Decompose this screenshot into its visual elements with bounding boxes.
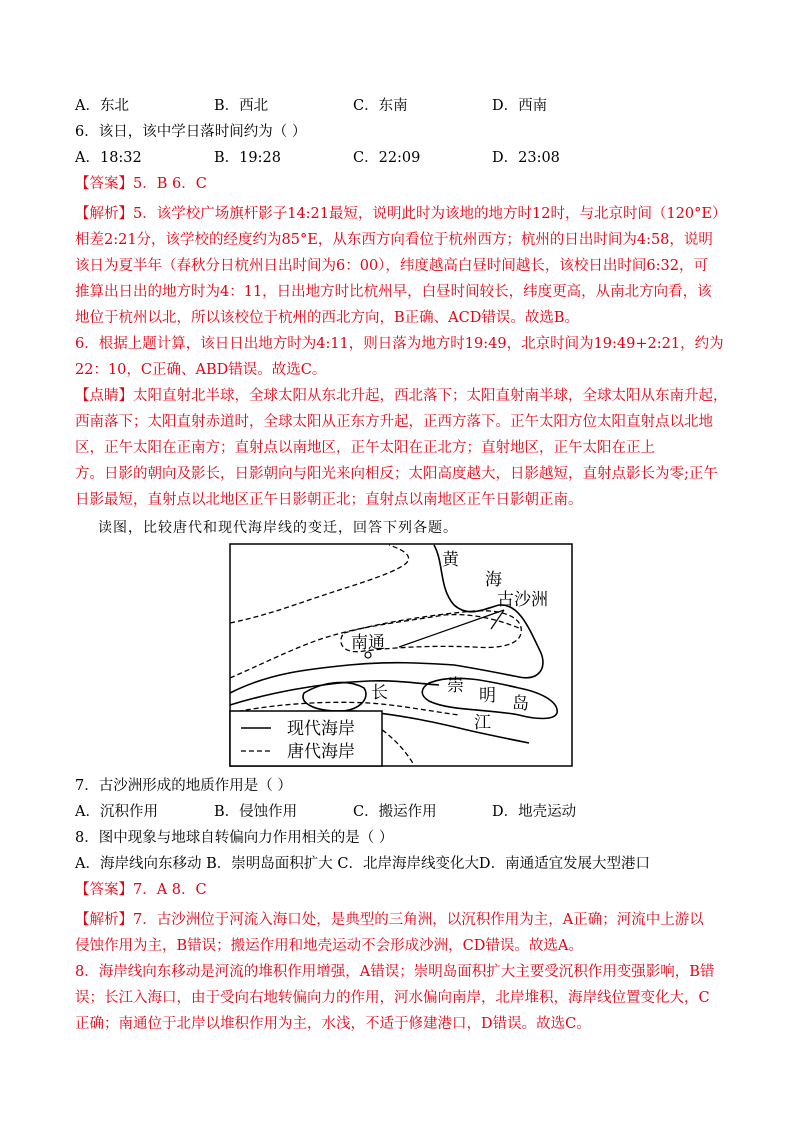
q7-option-c: C．搬运作用: [353, 804, 437, 820]
tip-line: 日影最短，直射点以北地区正午日影朝正北；直射点以南地区正午日影朝正南。: [75, 492, 583, 508]
q6-option-c: C．22:09: [353, 150, 421, 166]
q7-option-a: A．沉积作用: [75, 804, 158, 820]
legend-modern-label: 现代海岸: [287, 719, 355, 739]
analysis-5-line: 该日为夏半年（春秋分日杭州日出时间为6：00），纬度越高白昼时间越长，该校日出时间6:32，可: [75, 258, 708, 274]
analysis-6-line: 6．根据上题计算，该日日出地方时为4:11，则日落为地方时19:49，北京时间为19:49+2:21，约为: [75, 336, 724, 352]
q7-option-b: B．侵蚀作用: [214, 804, 298, 820]
map-label-jiang: 江: [474, 713, 491, 733]
q5-option-a: A．东北: [75, 98, 129, 114]
map-label-ming: 明: [479, 686, 496, 706]
analysis-5-line: 【解析】5．该学校广场旗杆影子14:21最短，说明此时为该地的地方时12时，与北京时间（120°E）: [75, 206, 727, 222]
tip-line: 方。日影的朝向及影长，日影朝向与阳光来向相反；太阳高度越大，日影越短，直射点影长为零;正午: [75, 466, 718, 482]
q6-stem: 6．该日，该中学日落时间约为（ ）: [75, 124, 307, 140]
figure-caption: 读图，比较唐代和现代海岸线的变迁，回答下列各题。: [98, 520, 458, 536]
tip-line: 区，正午太阳在正南方；直射点以南地区，正午太阳在正北方；直射地区，正午太阳在正上: [75, 440, 655, 456]
q8-options: A．海岸线向东移动 B．崇明岛面积扩大 C．北岸海岸线变化大D．南通适宜发展大型港口: [75, 856, 651, 872]
map-label-hai: 海: [485, 570, 502, 590]
analysis-7-line: 【解析】7．古沙洲位于河流入海口处，是典型的三角洲，以沉积作用为主，A正确；河流中上游以: [75, 912, 704, 928]
q8-stem: 8．图中现象与地球自转偏向力作用相关的是（ ）: [75, 830, 394, 846]
answer-7-8: 【答案】7．A 8．C: [75, 882, 207, 898]
q6-option-d: D．23:08: [492, 150, 560, 166]
analysis-8-line: 8．海岸线向东移动是河流的堆积作用增强，A错误；崇明岛面积扩大主要受沉积作用变强影响，B错: [75, 964, 715, 980]
map-label-gushazhou: 古沙洲: [497, 590, 548, 610]
map-label-huang: 黄: [442, 550, 459, 570]
analysis-8-line: 正确；南通位于北岸以堆积作用为主，水浅，不适于修建港口，D错误。故选C。: [75, 1016, 591, 1032]
analysis-6-line: 22：10，C正确、ABD错误。故选C。: [75, 362, 327, 378]
analysis-5-line: 相差2:21分，该学校的经度约为85°E，从东西方向看位于杭州西方；杭州的日出时间为4:58，说明: [75, 232, 713, 248]
analysis-5-line: 地位于杭州以北，所以该校位于杭州的西北方向，B正确、ACD错误。故选B。: [75, 310, 579, 326]
q7-stem: 7．古沙洲形成的地质作用是（ ）: [75, 778, 292, 794]
legend-tang-label: 唐代海岸: [287, 742, 355, 762]
map-label-chong: 崇: [447, 676, 464, 696]
q5-option-d: D．西南: [492, 98, 548, 114]
analysis-7-line: 侵蚀作用为主，B错误；搬运作用和地壳运动不会形成沙洲，CD错误。故选A。: [75, 938, 583, 954]
q7-option-d: D．地壳运动: [492, 804, 577, 820]
map-label-dao: 岛: [512, 694, 529, 714]
coastline-map: [229, 543, 573, 767]
q6-option-b: B．19:28: [214, 150, 281, 166]
q6-option-a: A．18:32: [75, 150, 142, 166]
map-label-nantong: 南通: [351, 633, 385, 653]
q5-option-c: C．东南: [353, 98, 408, 114]
map-label-chang: 长: [371, 683, 388, 703]
analysis-8-line: 误；长江入海口，由于受向右地转偏向力的作用，河水偏向南岸，北岸堆积，海岸线位置变化大，C: [75, 990, 710, 1006]
tip-line: 【点睛】太阳直射北半球，全球太阳从东北升起，西北落下；太阳直射南半球，全球太阳从东南升起，: [75, 388, 728, 404]
tip-line: 西南落下；太阳直射赤道时，全球太阳从正东方升起，正西方落下。正午太阳方位太阳直射点以北地: [75, 414, 713, 430]
answer-5-6: 【答案】5．B 6．C: [75, 176, 207, 192]
analysis-5-line: 推算出日出的地方时为4：11，日出地方时比杭州早，白昼时间较长，纬度更高，从南北方向看，该: [75, 284, 712, 300]
q5-option-b: B．西北: [214, 98, 269, 114]
